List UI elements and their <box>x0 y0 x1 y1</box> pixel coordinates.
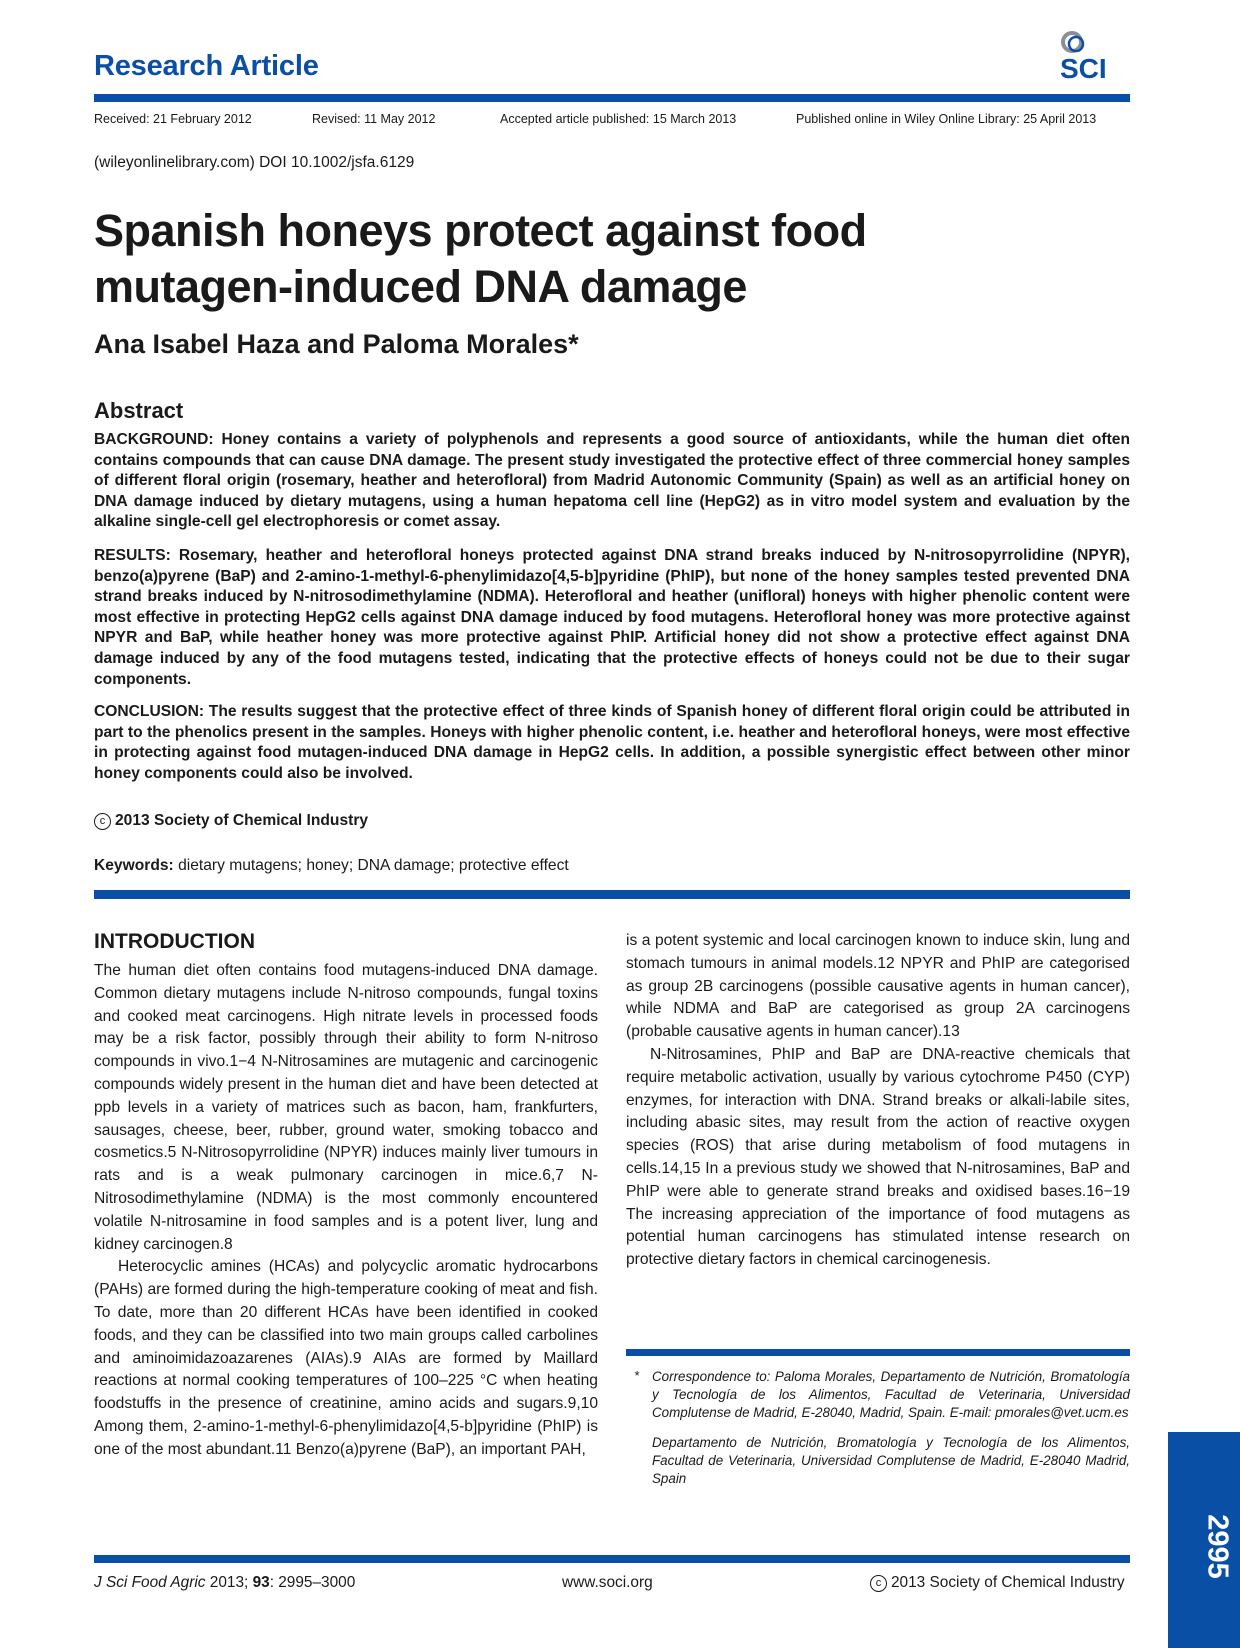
doi-line[interactable]: (wileyonlinelibrary.com) DOI 10.1002/jsfa.6129 <box>94 154 415 171</box>
authors: Ana Isabel Haza and Paloma Morales* <box>94 329 579 359</box>
abstract-background: BACKGROUND: Honey contains a variety of polyphenols and represents a good source of antioxidants, while the human diet often contains compounds that can cause DNA damage. The present study investigated the protective effect of three commercial honey samples of different floral origin (rosemary, heather and heterofloral) from Madrid Autonomic Community (Spain) as well as an artificial honey on DNA damage induced by dietary mutagens, using a human hepatoma cell line (HepG2) as in vitro model system and evaluation by the alkaline single-cell gel electrophoresis or comet assay. <box>94 431 1130 531</box>
introduction-heading: INTRODUCTION <box>94 930 255 953</box>
keywords-text: dietary mutagens; honey; DNA damage; protective effect <box>173 857 569 874</box>
copyright-icon: c <box>94 813 111 830</box>
journal-year: 2013; <box>205 1574 253 1591</box>
sci-logo-text: SCI <box>1060 53 1107 82</box>
footer-copyright-text: 2013 Society of Chemical Industry <box>891 1574 1125 1591</box>
accepted-date: Accepted article published: 15 March 2013 <box>500 112 737 126</box>
intro-paragraph-3: is a potent systemic and local carcinogen known to induce skin, lung and stomach tumours in animal models.12 NPYR and PhIP are categorised as group 2B carcinogens (possible causative agents in human cancer), while NDMA and BaP are categorised as group 2A carcinogens (probable causative agents in human cancer).13 <box>626 932 1130 1041</box>
journal-name: J Sci Food Agric <box>94 1574 206 1591</box>
journal-pages: : 2995–3000 <box>269 1574 356 1591</box>
abstract-copyright <box>94 812 368 830</box>
abstract-heading: Abstract <box>94 398 184 423</box>
abstract-results: RESULTS: Rosemary, heather and heterofloral honeys protected against DNA strand breaks induced by N-nitrosopyrrolidine (NPYR), benzo(a)pyrene (BaP) and 2-amino-1-methyl-6-phenylimidazo[4,5-b]pyridine (PhIP), but none of the honey samples tested prevented DNA strand breaks induced by N-nitrosodimethylamine (NDMA). Heterofloral and heather (unifloral) honeys with higher phenolic content were most effective in protecting HepG2 cells against DNA damage induced by food mutagens. Heterofloral honey was more protective against NPYR and BaP, while heather honey was more protective against PhIP. Artificial honey did not show a protective effect against DNA damage induced by any of the food mutagens tested, indicating that the protective effects of honeys could not be due to their sugar components. <box>94 547 1130 688</box>
header-rule <box>94 94 1130 102</box>
sci-logo <box>1050 28 1130 82</box>
footnote-marker: * <box>634 1368 640 1383</box>
title-line-2: mutagen-induced DNA damage <box>94 261 747 312</box>
footer-website-link[interactable]: www.soci.org <box>562 1574 653 1591</box>
footer-copyright-icon: c <box>870 1575 887 1592</box>
revised-date: Revised: 11 May 2012 <box>312 112 436 126</box>
keywords-label: Keywords: <box>94 857 174 874</box>
journal-volume: 93 <box>252 1574 270 1591</box>
section-rule <box>94 890 1130 899</box>
title-line-1: Spanish honeys protect against food <box>94 205 867 256</box>
correspondence-note: Correspondence to: Paloma Morales, Departamento de Nutrición, Bromatología y Tecnología de los Alimentos, Facultad de Veterinaria, Universidad Complutense de Madrid, E-28040, Madrid, Spain. E-mail: pmorales@vet.ucm.es <box>652 1369 1130 1421</box>
page-number: 2995 <box>1201 1514 1234 1579</box>
received-date: Received: 21 February 2012 <box>94 112 252 126</box>
footer-journal-citation <box>94 1574 355 1592</box>
intro-paragraph-4: N-Nitrosamines, PhIP and BaP are DNA-reactive chemicals that require metabolic activation, usually by various cytochrome P450 (CYP) enzymes, for interaction with DNA. Strand breaks or alkali-labile sites, including abasic sites, may result from the action of reactive oxygen species (ROS) that arise during metabolism of food mutagens in cells.14,15 In a previous study we showed that N-nitrosamines, BaP and PhIP were able to generate strand breaks and oxidised bases.16−19 The increasing appreciation of the importance of food mutagens as potential human carcinogens has stimulated intense research on protective dietary factors in chemical carcinogenesis. <box>626 1045 1130 1269</box>
abstract-copyright-text: 2013 Society of Chemical Industry <box>115 812 369 829</box>
published-date: Published online in Wiley Online Library: 25 April 2013 <box>796 112 1097 126</box>
footer-copyright <box>870 1574 1125 1592</box>
left-column <box>94 960 598 1462</box>
intro-paragraph-1: The human diet often contains food mutagens-induced DNA damage. Common dietary mutagens include N-nitroso compounds, fungal toxins and cooked meat carcinogens. High nitrate levels in processed foods may be a risk factor, possibly through their ability to form N-nitroso compounds in vivo.1−4 N-Nitrosamines are mutagenic and carcinogenic compounds widely present in the human diet and have been detected at ppb levels in a variety of matrices such as bacon, ham, frankfurters, sausages, cheese, beer, rubber, ground water, smoking tobacco and cosmetics.5 N-Nitrosopyrrolidine (NPYR) induces mainly liver tumours in rats and is a weak pulmonary carcinogen in mice.6,7 N-Nitrosodimethylamine (NDMA) is the most commonly encountered volatile N-nitrosamine in food samples and is a potent liver, lung and kidney carcinogen.8 <box>94 962 598 1253</box>
article-title <box>94 203 1094 315</box>
right-column <box>626 930 1130 1272</box>
footer-rule <box>94 1555 1130 1563</box>
affiliation-note: Departamento de Nutrición, Bromatología y Tecnología de los Alimentos, Facultad de Veterinaria, Universidad Complutense de Madrid, E-28040 Madrid, Spain <box>652 1435 1130 1487</box>
footnote-rule <box>626 1349 1130 1356</box>
keywords <box>94 857 569 875</box>
intro-paragraph-2: Heterocyclic amines (HCAs) and polycyclic aromatic hydrocarbons (PAHs) are formed during the high-temperature cooking of meat and fish. To date, more than 20 different HCAs have been identified in cooked foods, and they can be classified into two main groups called carbolines and aminoimidazoazarenes (AIAs).9 AIAs are formed by Maillard reactions at normal cooking temperatures of 100–225 °C when heating foodstuffs in the presence of creatinine, amino acids and sugars.9,10 Among them, 2-amino-1-methyl-6-phenylimidazo[4,5-b]pyridine (PhIP) is one of the most abundant.11 Benzo(a)pyrene (BaP), an important PAH, <box>94 1258 598 1458</box>
abstract-conclusion: CONCLUSION: The results suggest that the protective effect of three kinds of Spanish honey of different floral origin could be attributed in part to the phenolics present in the samples. Honeys with higher phenolic content, i.e. heather and heterofloral honeys, were most effective in protecting against food mutagen-induced DNA damage in HepG2 cells. In addition, a possible synergistic effect between other minor honey components could also be involved. <box>94 703 1130 782</box>
article-type-label: Research Article <box>94 50 319 82</box>
